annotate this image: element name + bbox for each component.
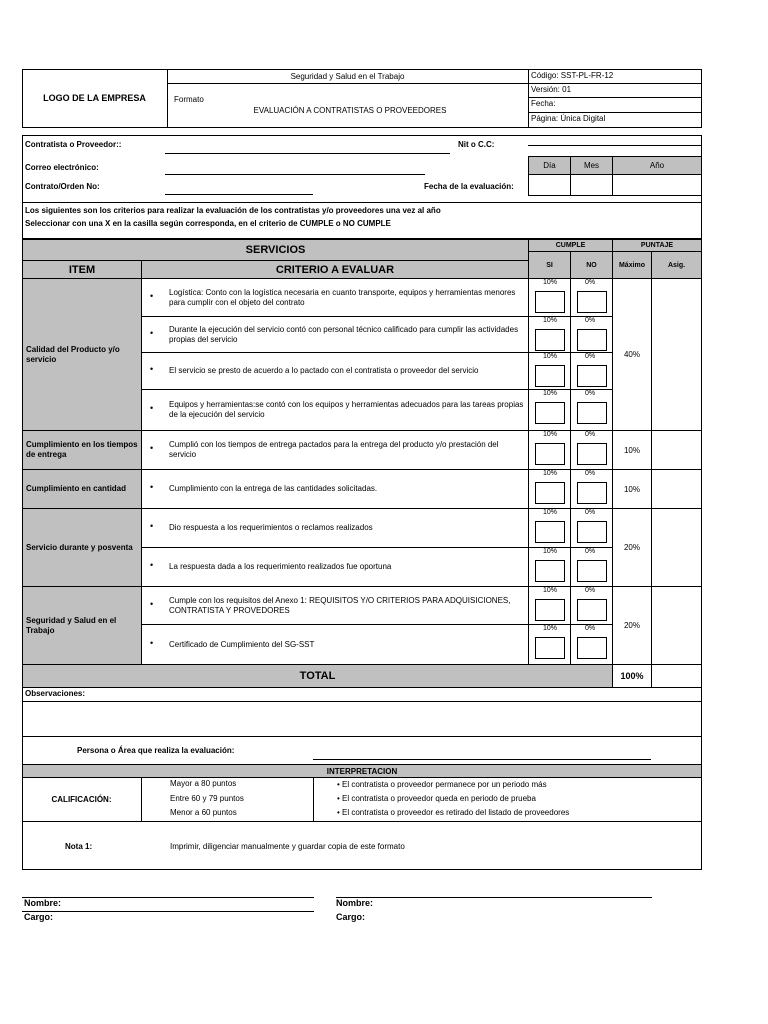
nota-label: Nota 1:: [65, 842, 93, 851]
bullet-icon: •: [150, 364, 154, 374]
no-checkbox[interactable]: [577, 443, 607, 465]
maximo-cell: 20%: [612, 586, 652, 665]
cargo-left: Cargo:: [24, 912, 53, 922]
instructions-line1: Los siguientes son los criterios para realizar la evaluación de los contratistas y/o proveedores una vez al año: [25, 206, 441, 215]
maximo-header: Máximo: [612, 251, 652, 279]
item-header: ITEM: [22, 260, 142, 279]
asig-header: Asig.: [651, 251, 702, 279]
result-2: • El contratista o proveedor queda en periodo de prueba: [337, 794, 536, 803]
signature-line-right[interactable]: [336, 897, 652, 898]
total-max: 100%: [612, 664, 652, 688]
criterion-text: Certificado de Cumplimiento del SG-SST: [169, 639, 315, 649]
si-percent: 10%: [543, 317, 558, 324]
criterion-text: Cumple con los requisitos del Anexo 1: REQUISITOS Y/O CRITERIOS PARA ADQUISICIONES, CONTRATISTA Y PROVEDORES: [169, 595, 511, 615]
no-percent: 0%: [585, 509, 596, 516]
company-logo-placeholder: LOGO DE LA EMPRESA: [43, 93, 146, 103]
si-header: SI: [528, 251, 571, 279]
si-checkbox[interactable]: [535, 521, 565, 543]
criterio-header: CRITERIO A EVALUAR: [141, 260, 529, 279]
range-1: Mayor a 80 puntos: [170, 779, 237, 788]
criterion-text: Cumplimiento con la entrega de las cantidades solicitadas.: [169, 484, 378, 493]
correo-field[interactable]: [165, 174, 425, 175]
contratista-label: Contratista o Proveedor::: [25, 140, 122, 149]
item-cell: Calidad del Producto y/o servicio: [22, 278, 142, 431]
contratista-field[interactable]: [165, 153, 450, 154]
page-title: EVALUACIÓN A CONTRATISTAS O PROVEEDORES: [253, 105, 447, 115]
bullet-icon: •: [150, 403, 154, 413]
criterion-text: Durante la ejecución del servicio contó con personal técnico calificado para cumplir las actividades propias del servicio: [169, 324, 519, 344]
header-fecha: Fecha:: [531, 99, 556, 108]
bullet-icon: •: [150, 327, 154, 338]
observaciones-label: Observaciones:: [25, 689, 86, 698]
header-area: Seguridad y Salud en el Trabajo: [290, 72, 405, 81]
si-checkbox[interactable]: [535, 560, 565, 582]
dia-field[interactable]: [528, 174, 571, 196]
si-percent: 10%: [543, 509, 558, 516]
signature-line-left[interactable]: [22, 897, 314, 898]
criterion-text: Equipos y herramientas:se contó con los equipos y herramientas adecuados para las tareas propias de la ejecución del servicio: [169, 400, 524, 419]
calificacion-label: CALIFICACIÓN:: [51, 795, 112, 804]
range-3: Menor a 60 puntos: [170, 808, 237, 817]
no-checkbox[interactable]: [577, 560, 607, 582]
no-percent: 0%: [585, 390, 596, 397]
contrato-label: Contrato/Orden No:: [25, 182, 100, 191]
maximo-cell: 10%: [612, 469, 652, 509]
result-1: • El contratista o proveedor permanece por un periodo más: [337, 780, 547, 789]
no-checkbox[interactable]: [577, 402, 607, 424]
nota-text: Imprimir, diligenciar manualmente y guardar copia de este formato: [170, 842, 405, 851]
total-label: TOTAL: [22, 664, 613, 688]
nombre-left: Nombre:: [24, 898, 62, 908]
si-percent: 10%: [543, 353, 558, 360]
anio-field[interactable]: [612, 174, 702, 196]
header-version: Versión: 01: [531, 85, 572, 94]
no-checkbox[interactable]: [577, 637, 607, 659]
no-percent: 0%: [585, 470, 596, 477]
dia-header: Día: [528, 156, 571, 175]
si-checkbox[interactable]: [535, 402, 565, 424]
mes-field[interactable]: [570, 174, 613, 196]
si-percent: 10%: [543, 470, 558, 477]
nit-field[interactable]: [528, 145, 702, 146]
cumple-header: CUMPLE: [528, 239, 613, 252]
no-percent: 0%: [585, 587, 596, 594]
item-cell: Seguridad y Salud en el Trabajo: [22, 586, 142, 665]
persona-label: Persona o Área que realiza la evaluación:: [77, 746, 235, 755]
no-percent: 0%: [585, 353, 596, 360]
total-asig-field[interactable]: [651, 664, 702, 688]
cargo-right: Cargo:: [336, 912, 365, 922]
instructions-line2: Seleccionar con una X en la casilla según corresponda, en el criterio de CUMPLE o NO CUMPLE: [25, 219, 391, 228]
si-percent: 10%: [543, 390, 558, 397]
bullet-icon: •: [150, 290, 154, 301]
result-3: • El contratista o proveedor es retirado del listado de proveedores: [337, 808, 570, 817]
observaciones-field[interactable]: [23, 702, 701, 736]
si-checkbox[interactable]: [535, 637, 565, 659]
si-percent: 10%: [543, 548, 558, 555]
no-percent: 0%: [585, 431, 596, 438]
maximo-cell: 10%: [612, 430, 652, 470]
item-cell: Servicio durante y posventa: [22, 508, 142, 587]
header-codigo: Código: SST-PL-FR-12: [531, 71, 614, 80]
no-checkbox[interactable]: [577, 329, 607, 351]
bullet-icon: •: [150, 560, 154, 570]
maximo-cell: 40%: [612, 278, 652, 431]
si-checkbox[interactable]: [535, 291, 565, 313]
item-cell: Cumplimiento en los tiempos de entrega: [22, 430, 142, 470]
nombre-right: Nombre:: [336, 898, 374, 908]
maximo-cell: 20%: [612, 508, 652, 587]
criterion-text: Dio respuesta a los requerimientos o reclamos realizados: [169, 523, 373, 532]
anio-header: Año: [612, 156, 702, 175]
no-percent: 0%: [585, 625, 596, 632]
contrato-field[interactable]: [165, 194, 313, 195]
si-percent: 10%: [543, 625, 558, 632]
criterion-text: La respuesta dada a los requerimiento realizados fue oportuna: [169, 562, 392, 571]
fecha-eval-label: Fecha de la evaluación:: [424, 182, 514, 191]
bullet-icon: •: [150, 443, 154, 453]
no-checkbox[interactable]: [577, 599, 607, 621]
header-pagina: Página: Única Digital: [531, 114, 606, 123]
no-checkbox[interactable]: [577, 521, 607, 543]
range-2: Entre 60 y 79 puntos: [170, 794, 244, 803]
si-percent: 10%: [543, 587, 558, 594]
criterion-text: Logística: Conto con la logística necesaria en cuanto transporte, equipos y herramientas menores para cumplir con el objeto del contrato: [169, 287, 516, 307]
si-checkbox[interactable]: [535, 482, 565, 504]
no-header: NO: [570, 251, 613, 279]
correo-label: Correo electrónico:: [25, 163, 99, 172]
header-formato: Formato: [174, 95, 204, 104]
puntaje-header: PUNTAJE: [612, 239, 702, 252]
bullet-icon: •: [150, 482, 154, 492]
bullet-icon: •: [150, 521, 154, 531]
si-checkbox[interactable]: [535, 443, 565, 465]
asig-field[interactable]: [651, 278, 702, 431]
no-checkbox[interactable]: [577, 365, 607, 387]
mes-header: Mes: [570, 156, 613, 175]
servicios-header: SERVICIOS: [22, 239, 529, 261]
si-checkbox[interactable]: [535, 365, 565, 387]
bullet-icon: •: [150, 598, 154, 609]
no-checkbox[interactable]: [577, 482, 607, 504]
asig-field[interactable]: [651, 469, 702, 509]
no-percent: 0%: [585, 279, 596, 286]
si-checkbox[interactable]: [535, 329, 565, 351]
si-percent: 10%: [543, 431, 558, 438]
bullet-icon: •: [150, 637, 154, 648]
interpretacion-header: INTERPRETACION: [22, 764, 702, 778]
criterion-text: El servicio se presto de acuerdo a lo pactado con el contratista o proveedor del servicio: [169, 366, 479, 375]
item-cell: Cumplimiento en cantidad: [22, 469, 142, 509]
asig-field[interactable]: [651, 586, 702, 665]
asig-field[interactable]: [651, 430, 702, 470]
nit-label: Nit o C.C:: [458, 140, 495, 149]
criterion-text: Cumplió con los tiempos de entrega pactados para la entrega del producto y/o prestación del servicio: [169, 440, 499, 459]
no-checkbox[interactable]: [577, 291, 607, 313]
si-percent: 10%: [543, 279, 558, 286]
asig-field[interactable]: [651, 508, 702, 587]
no-percent: 0%: [585, 317, 596, 324]
no-percent: 0%: [585, 548, 596, 555]
si-checkbox[interactable]: [535, 599, 565, 621]
persona-field[interactable]: [313, 759, 651, 760]
